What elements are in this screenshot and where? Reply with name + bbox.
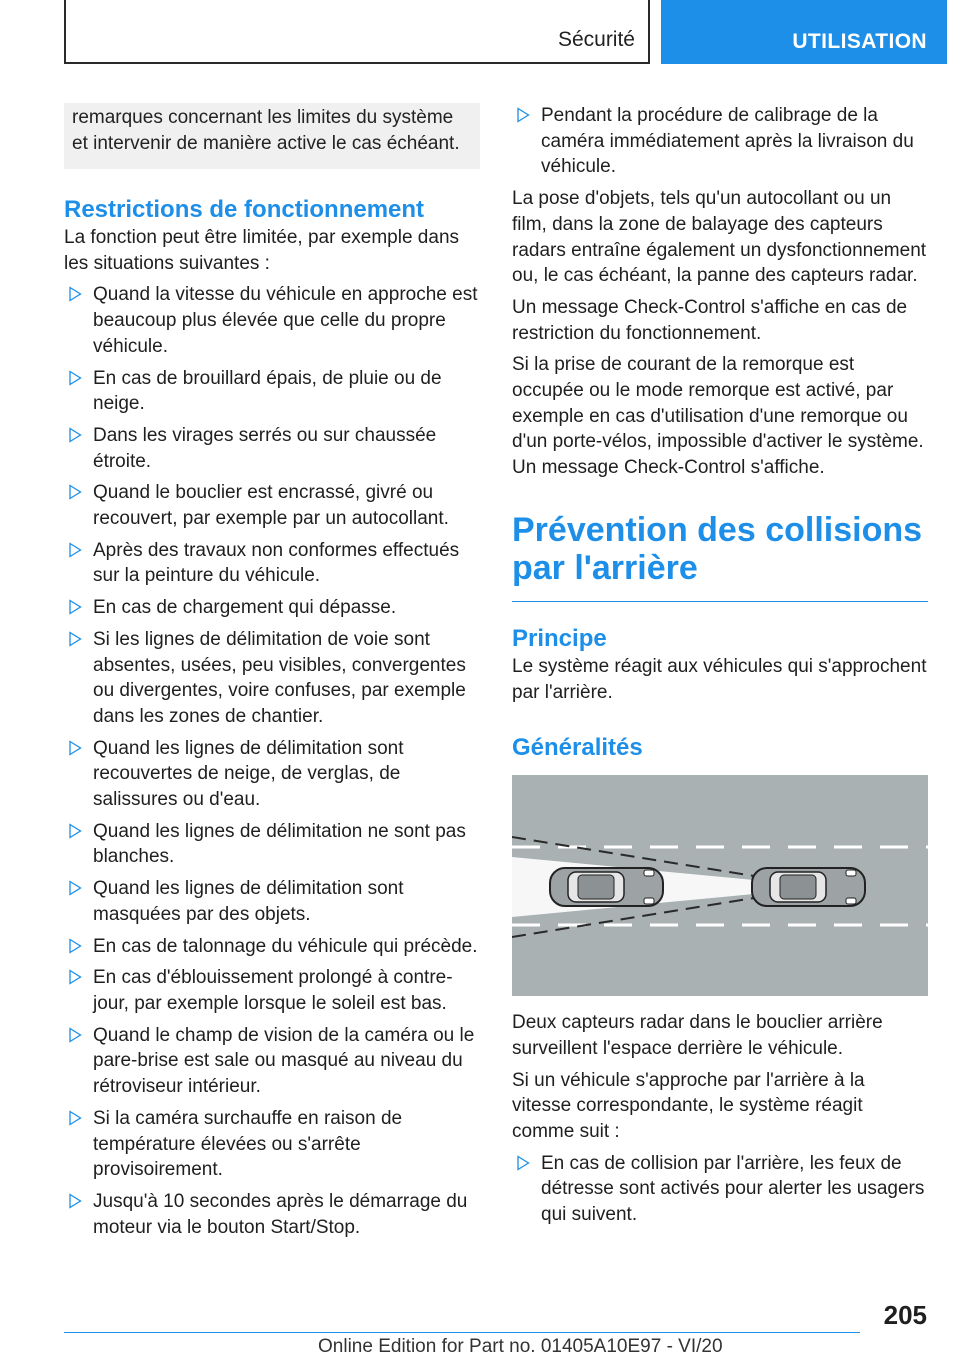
triangle-right-outline-icon [68, 1110, 82, 1126]
list-item: Jusqu'à 10 secondes après le démarrage du moteur via le bouton Start/Stop. [64, 1189, 480, 1240]
list-item: Quand les lignes de délimitation sont recouvertes de neige, de verglas, de salissures ou d'eau. [64, 736, 480, 813]
note-box [64, 103, 480, 169]
approaching-car-icon [550, 868, 663, 906]
list-item: Quand la vitesse du véhicule en approche est beaucoup plus élevée que celle du propre véhicule. [64, 282, 480, 359]
triangle-right-outline-icon [68, 370, 82, 386]
footer-edition: Online Edition for Part no. 01405A10E97 - VI/20 [318, 1336, 723, 1357]
restrictions-heading: Restrictions de fonctionnement [64, 196, 425, 223]
triangle-right-outline-icon [68, 823, 82, 839]
header-chapter-tab [661, 0, 947, 64]
restrictions-intro: La fonction peut être limitée, par exemple dans les situations suivantes : [64, 227, 460, 274]
left-column [64, 103, 480, 1246]
list-item: Pendant la procédure de calibrage de la caméra immédiatement après la livraison du véhicule. [512, 103, 928, 180]
system-reaction-text: Si un véhicule s'approche par l'arrière à la vitesse correspondante, le système réagit comme suit : [512, 1069, 865, 1143]
triangle-right-outline-icon [68, 484, 82, 500]
list-item: Si les lignes de délimitation de voie sont absentes, usées, peu visibles, convergentes ou divergentes, voire confuses, par exemple dans les zones de chantier. [64, 627, 480, 730]
right-column [512, 103, 928, 1234]
trailer-paragraph: Si la prise de courant de la remorque est occupée ou le mode remorque est activé, par exemple en cas d'utilisation d'une remorque ou d'un porte-vélos, impossible d'activer le système. Un message Check-Control s'affiche. [512, 354, 924, 479]
restrictions-list [64, 282, 480, 1240]
restrictions-list-continued [512, 103, 928, 180]
list-item: En cas de brouillard épais, de pluie ou de neige. [64, 366, 480, 417]
triangle-right-outline-icon [68, 542, 82, 558]
list-item: Quand le champ de vision de la caméra ou le pare-brise est sale ou masqué au niveau du rétroviseur intérieur. [64, 1023, 480, 1100]
triangle-right-outline-icon [68, 969, 82, 985]
footer-divider [64, 1332, 860, 1333]
triangle-right-outline-icon [68, 286, 82, 302]
reaction-list [512, 1151, 928, 1228]
list-item: Quand les lignes de délimitation sont masquées par des objets. [64, 876, 480, 927]
triangle-right-outline-icon [516, 107, 530, 123]
list-item: En cas de chargement qui dépasse. [64, 595, 480, 621]
list-item: Dans les virages serrés ou sur chaussée étroite. [64, 423, 480, 474]
header-chapter-label: UTILISATION [792, 30, 927, 53]
page-number: 205 [883, 1300, 927, 1330]
triangle-right-outline-icon [68, 427, 82, 443]
list-item: Après des travaux non conformes effectués sur la peinture du véhicule. [64, 538, 480, 589]
triangle-right-outline-icon [68, 740, 82, 756]
triangle-right-outline-icon [68, 1193, 82, 1209]
list-item: En cas de collision par l'arrière, les feux de détresse sont activés pour alerter les usagers qui suivent. [512, 1151, 928, 1228]
triangle-right-outline-icon [68, 631, 82, 647]
generalites-heading: Généralités [512, 734, 643, 762]
rear-radar-illustration [512, 775, 928, 996]
own-car-icon [752, 868, 865, 906]
header-section-label: Sécurité [557, 28, 635, 51]
list-item: Quand les lignes de délimitation ne sont pas blanches. [64, 819, 480, 870]
triangle-right-outline-icon [68, 938, 82, 954]
triangle-right-outline-icon [68, 880, 82, 896]
list-item: En cas de talonnage du véhicule qui précède. [64, 934, 480, 960]
triangle-right-outline-icon [68, 1027, 82, 1043]
note-text: remarques concernant les limites du système et intervenir de manière active le cas échéant. [72, 107, 460, 154]
principe-heading: Principe [512, 624, 607, 652]
section-title: Prévention des collisions par l'arrière [512, 511, 928, 602]
triangle-right-outline-icon [516, 1155, 530, 1171]
list-item: En cas d'éblouissement prolongé à contre-jour, par exemple lorsque le soleil est bas. [64, 965, 480, 1016]
header-section-tab [64, 0, 650, 64]
check-control-paragraph: Un message Check-Control s'affiche en cas de restriction du fonctionnement. [512, 296, 908, 344]
list-item: Quand le bouclier est encrassé, givré ou recouvert, par exemple par un autocollant. [64, 480, 480, 531]
radar-sensors-text: Deux capteurs radar dans le bouclier arrière surveillent l'espace derrière le véhicule. [512, 1012, 883, 1059]
triangle-right-outline-icon [68, 599, 82, 615]
principe-text: Le système réagit aux véhicules qui s'approchent par l'arrière. [512, 655, 927, 703]
sensor-obstruction-paragraph: La pose d'objets, tels qu'un autocollant ou un film, dans la zone de balayage des capteurs radars entraîne également un dysfonctionnement ou, le cas échéant, la panne des capteurs radar. [512, 188, 927, 287]
list-item: Si la caméra surchauffe en raison de température élevées ou s'arrête provisoirement. [64, 1106, 480, 1183]
